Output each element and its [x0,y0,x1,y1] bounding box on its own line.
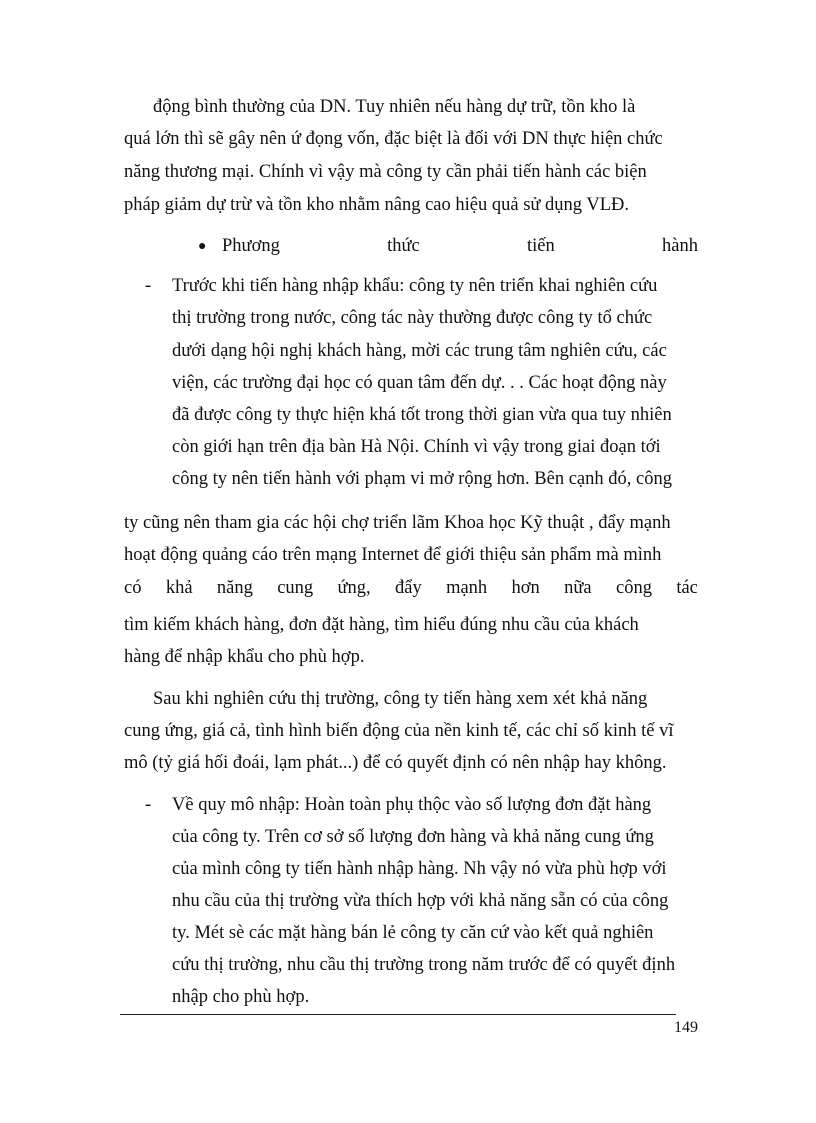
item1-line-2: thị trường trong nước, công tác này thường được công ty tổ chức [172,308,653,328]
item2-line-3: của mình công ty tiến hành nhập hàng. Nh vậy nó vừa phù hợp với [172,859,667,879]
paragraph2-line-3-word-8: hơn [511,578,540,598]
paragraph2-line-3-word-2: khả [165,578,193,598]
paragraph3-line-2: cung ứng, giá cả, tình hình biến động của nền kinh tế, các chỉ số kinh tế vĩ [124,721,674,741]
paragraph2-line-3-word-3: năng [216,578,253,598]
paragraph2-line-3-word-10: công [616,578,652,598]
paragraph3-line-3: mô (tỷ giá hối đoái, lạm phát...) để có quyết định có nên nhập hay không. [124,753,667,773]
bullet-heading-word-2: thức [387,236,420,256]
footer-rule [120,1014,676,1015]
item2-line-2: của công ty. Trên cơ sở số lượng đơn hàng và khả năng cung ứng [172,827,654,847]
item1-line-7: công ty nên tiến hành với phạm vi mở rộng hơn. Bên cạnh đó, công [172,469,672,489]
paragraph2-line-3-word-6: đẩy [395,578,422,598]
item1-line-4: viện, các trường đại học có quan tâm đến dự. . . Các hoạt động này [172,373,667,393]
paragraph1-line-4: pháp giảm dự trừ và tồn kho nhằm nâng cao hiệu quả sử dụng VLĐ. [124,195,629,215]
page-number: 149 [674,1019,698,1036]
item1-line-3: dưới dạng hội nghị khách hàng, mời các trung tâm nghiên cứu, các [172,341,667,361]
paragraph2-line-3-word-5: ứng, [337,578,371,598]
paragraph2-line-3-word-11: tác [676,578,698,598]
bullet-heading [222,235,698,257]
paragraph1-line-3: năng thương mại. Chính vì vậy mà công ty cần phải tiến hành các biện [124,162,647,182]
paragraph2-line-1: ty cũng nên tham gia các hội chợ triển lãm Khoa học Kỹ thuật , đẩy mạnh [124,513,671,533]
item1-line-6: còn giới hạn trên địa bàn Hà Nội. Chính vì vậy trong giai đoạn tới [172,437,661,457]
paragraph2-line-2: hoạt động quảng cáo trên mạng Internet để giới thiệu sản phẩm mà mình [124,545,662,565]
paragraph2-line-3-word-9: nữa [564,578,592,598]
paragraph1-line-2: quá lớn thì sẽ gây nên ứ đọng vốn, đặc biệt là đối với DN thực hiện chức [124,129,663,149]
bullet-icon: ● [198,239,207,254]
paragraph2-line-3-word-1: có [124,578,142,598]
paragraph2-line-3-word-7: mạnh [446,578,488,598]
bullet-heading-word-3: tiến [527,236,555,256]
dash-marker-1: - [145,276,152,296]
bullet-heading-word-4: hành [662,236,698,256]
paragraph1-line-1: động bình thường của DN. Tuy nhiên nếu hàng dự trữ, tồn kho là [153,97,636,117]
item2-line-5: ty. Mét sè các mặt hàng bán lẻ công ty căn cứ vào kết quả nghiên [172,923,654,943]
paragraph2-line-5: hàng để nhập khẩu cho phù hợp. [124,647,365,667]
dash-marker-2: - [145,795,152,815]
item2-line-1: Về quy mô nhập: Hoàn toàn phụ thộc vào số lượng đơn đặt hàng [172,795,652,815]
paragraph2-line-3 [124,577,698,599]
paragraph3-line-1: Sau khi nghiên cứu thị trường, công ty tiến hàng xem xét khả năng [153,689,648,709]
item2-line-7: nhập cho phù hợp. [172,987,310,1007]
item1-line-1: Trước khi tiến hàng nhập khẩu: công ty nên triển khai nghiên cứu [172,276,658,296]
item2-line-4: nhu cầu của thị trường vừa thích hợp với khả năng sẵn có của công [172,891,669,911]
paragraph2-line-4: tìm kiếm khách hàng, đơn đặt hàng, tìm hiểu đúng nhu cầu của khách [124,615,639,635]
bullet-heading-word-1: Phương [222,236,280,256]
paragraph2-line-3-word-4: cung [277,578,314,598]
item1-line-5: đã được công ty thực hiện khá tốt trong thời gian vừa qua tuy nhiên [172,405,672,425]
item2-line-6: cứu thị trường, nhu cầu thị trường trong năm trước để có quyết định [172,955,676,975]
